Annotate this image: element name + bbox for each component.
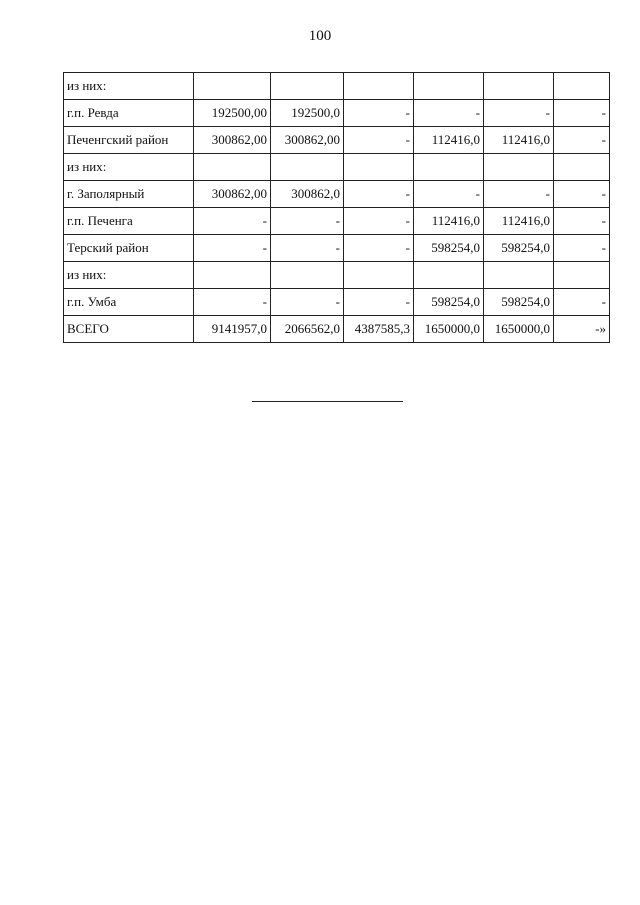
table-cell: 598254,0 (414, 289, 484, 316)
table-row (64, 100, 610, 127)
table-cell (271, 73, 344, 100)
table-cell: - (344, 289, 414, 316)
table-cell: -» (554, 316, 610, 343)
table-cell (484, 262, 554, 289)
table-cell (554, 73, 610, 100)
table-cell (271, 154, 344, 181)
table-row (64, 127, 610, 154)
row-label: г. Заполярный (64, 181, 194, 208)
table-cell (194, 73, 271, 100)
table-cell: 192500,0 (271, 100, 344, 127)
row-label: ВСЕГО (64, 316, 194, 343)
table-cell: - (554, 100, 610, 127)
table-cell: - (554, 127, 610, 154)
row-label: из них: (64, 154, 194, 181)
table-cell (344, 154, 414, 181)
table-cell (344, 262, 414, 289)
table-cell: 192500,00 (194, 100, 271, 127)
table-cell: 598254,0 (484, 289, 554, 316)
page-number: 100 (308, 28, 332, 44)
table-cell (414, 262, 484, 289)
row-label: из них: (64, 73, 194, 100)
separator-line (252, 401, 403, 402)
table-cell: - (271, 289, 344, 316)
table-cell (271, 262, 344, 289)
row-label: г.п. Ревда (64, 100, 194, 127)
table-cell: 300862,0 (271, 181, 344, 208)
row-label: г.п. Печенга (64, 208, 194, 235)
table-cell: 4387585,3 (344, 316, 414, 343)
table-cell: - (344, 127, 414, 154)
row-label: Печенгский район (64, 127, 194, 154)
table-row (64, 235, 610, 262)
table-cell: 2066562,0 (271, 316, 344, 343)
table-row-total (64, 316, 610, 343)
table-row (64, 289, 610, 316)
table-cell: 1650000,0 (484, 316, 554, 343)
table-cell (554, 262, 610, 289)
table-cell: 1650000,0 (414, 316, 484, 343)
table-cell: - (344, 208, 414, 235)
table-cell: - (344, 181, 414, 208)
table-cell: - (554, 289, 610, 316)
table-cell (344, 73, 414, 100)
table-cell: - (194, 208, 271, 235)
table-cell: - (554, 181, 610, 208)
table-row (64, 262, 610, 289)
table-cell (414, 154, 484, 181)
table-cell: - (554, 208, 610, 235)
table-cell: - (554, 235, 610, 262)
table-row (64, 208, 610, 235)
table-cell: - (194, 235, 271, 262)
table-cell: 112416,0 (484, 127, 554, 154)
table-cell: 9141957,0 (194, 316, 271, 343)
table-cell: - (194, 289, 271, 316)
table-cell: 300862,00 (194, 181, 271, 208)
table-cell: 112416,0 (414, 127, 484, 154)
row-label: Терский район (64, 235, 194, 262)
table-row (64, 154, 610, 181)
table-cell: - (484, 181, 554, 208)
table-cell: - (344, 235, 414, 262)
table-cell: - (344, 100, 414, 127)
table-cell (194, 154, 271, 181)
table-cell: - (414, 100, 484, 127)
row-label: г.п. Умба (64, 289, 194, 316)
table-cell: 598254,0 (484, 235, 554, 262)
table-cell (484, 154, 554, 181)
table-cell: - (271, 235, 344, 262)
table-cell: - (484, 100, 554, 127)
table-cell (194, 262, 271, 289)
table-cell: 598254,0 (414, 235, 484, 262)
row-label: из них: (64, 262, 194, 289)
table-cell: - (414, 181, 484, 208)
table-cell (554, 154, 610, 181)
table-cell: 112416,0 (484, 208, 554, 235)
table-cell (414, 73, 484, 100)
table-cell: 300862,00 (271, 127, 344, 154)
table-row (64, 73, 610, 100)
table-cell: 112416,0 (414, 208, 484, 235)
table-cell: 300862,00 (194, 127, 271, 154)
table-cell: - (271, 208, 344, 235)
data-table (63, 72, 610, 343)
table-cell (484, 73, 554, 100)
table-row (64, 181, 610, 208)
